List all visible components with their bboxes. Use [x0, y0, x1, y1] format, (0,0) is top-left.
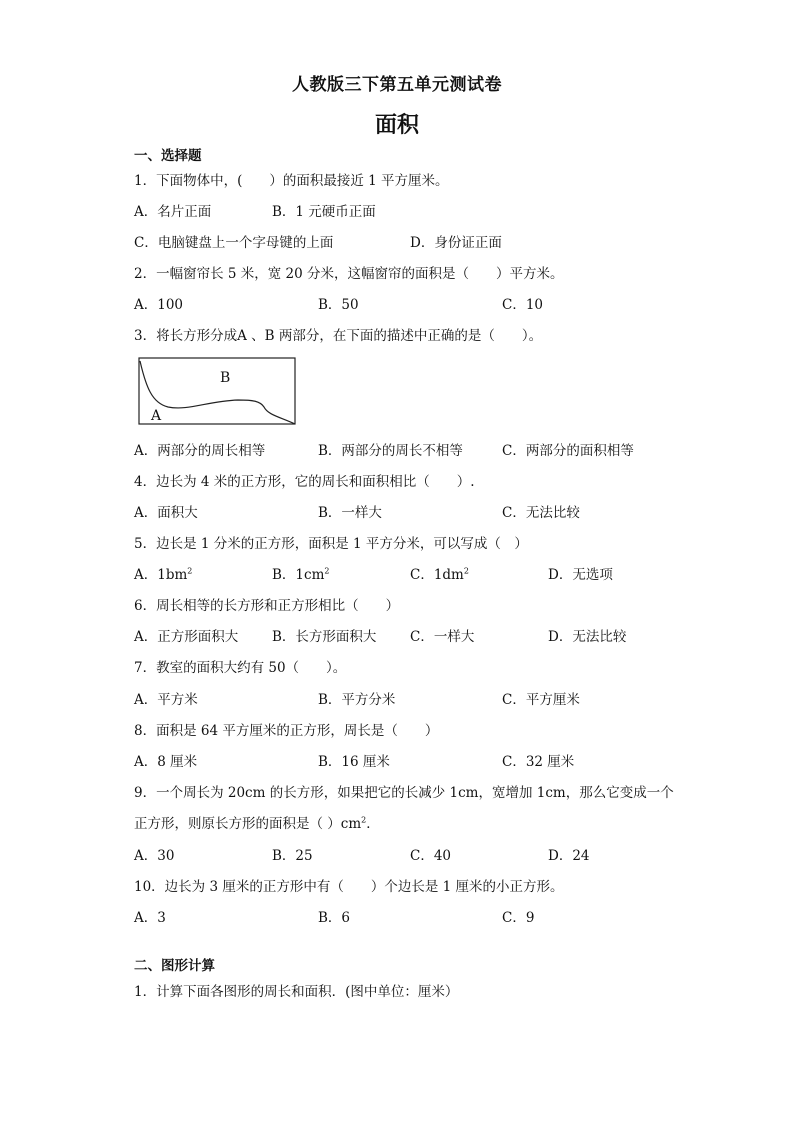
question-3-option-a: A．两部分的周长相等 — [134, 443, 266, 459]
question-10-stem: 10．边长为 3 厘米的正方形中有（ ）个边长是 1 厘米的小正方形。 — [134, 879, 564, 895]
question-3-stem: 3．将长方形分成A 、B 两部分，在下面的描述中正确的是（ ）。 — [134, 328, 543, 344]
question-7-option-b: B．平方分米 — [318, 692, 396, 708]
question-10-option-b: B．6 — [318, 910, 351, 926]
question-3-option-b: B．两部分的周长不相等 — [318, 443, 463, 459]
region-b-label: B — [220, 370, 231, 386]
section-heading-figure-calc: 二、图形计算 — [134, 958, 215, 974]
question-4-option-a: A．面积大 — [134, 505, 198, 521]
question-4-option-b: B．一样大 — [318, 505, 382, 521]
section2-question-1-stem: 1．计算下面各图形的周长和面积．(图中单位：厘米） — [134, 984, 459, 1000]
question-4-stem: 4．边长为 4 米的正方形，它的周长和面积相比（ ）. — [134, 474, 475, 490]
question-6-option-b: B．长方形面积大 — [272, 629, 377, 645]
question-9-option-d: D．24 — [548, 848, 590, 864]
question-1-option-a: A．名片正面 — [134, 204, 212, 220]
dividing-curve — [140, 361, 295, 424]
question-5-option-d: D．无选项 — [548, 567, 613, 583]
question-7-option-a: A．平方米 — [134, 692, 198, 708]
question-1-option-b: B．1 元硬币正面 — [272, 204, 376, 220]
question-1-option-d: D．身份证正面 — [410, 235, 502, 251]
question-10-option-c: C．9 — [502, 910, 535, 926]
section-heading-choice: 一、选择题 — [134, 148, 202, 164]
question-8-stem: 8．面积是 64 平方厘米的正方形，周长是（ ） — [134, 723, 439, 739]
question-8-option-a: A．8 厘米 — [134, 754, 198, 770]
question-7-stem: 7．教室的面积大约有 50（ ）。 — [134, 660, 347, 676]
question-9-option-b: B．25 — [272, 848, 313, 864]
question-6-option-c: C．一样大 — [410, 629, 475, 645]
exam-title: 人教版三下第五单元测试卷 — [292, 75, 502, 95]
question-5-option-a: A．$1bm^2$ — [134, 566, 193, 583]
question-1-stem: 1．下面物体中，( ）的面积最接近 1 平方厘米。 — [134, 173, 449, 189]
question-5-option-c: C．$1dm^2$ — [410, 566, 469, 583]
question-5-stem: 5．边长是 1 分米的正方形，面积是 1 平方分米，可以写成（ ） — [134, 536, 528, 552]
question-1-option-c: C．电脑键盘上一个字母键的上面 — [134, 235, 334, 251]
question-9-stem-continued: 正方形，则原长方形的面积是（ ）$cm^2$． — [134, 815, 380, 832]
question-6-option-d: D．无法比较 — [548, 629, 627, 645]
question-9-stem: 9．一个周长为 20cm 的长方形，如果把它的长减少 1cm，宽增加 1cm，那么它变成一个 — [134, 785, 674, 801]
question-9-option-c: C．40 — [410, 848, 452, 864]
question-5-option-b: B．$1cm^2$ — [272, 566, 330, 583]
question-10-option-a: A．3 — [134, 910, 166, 926]
question-6-stem: 6．周长相等的长方形和正方形相比（ ） — [134, 598, 400, 614]
question-8-option-b: B．16 厘米 — [318, 754, 390, 770]
question-8-option-c: C．32 厘米 — [502, 754, 575, 770]
question-6-option-a: A．正方形面积大 — [134, 629, 239, 645]
region-a-label: A — [151, 408, 162, 424]
exam-subtitle: 面积 — [374, 113, 419, 138]
question-4-option-c: C．无法比较 — [502, 505, 580, 521]
question-7-option-c: C．平方厘米 — [502, 692, 580, 708]
question-9-option-a: A．30 — [134, 848, 175, 864]
question-2-option-b: B．50 — [318, 297, 359, 313]
question-2-option-a: A．100 — [134, 297, 184, 313]
question-2-stem: 2．一幅窗帘长 5 米，宽 20 分米，这幅窗帘的面积是（ ）平方米。 — [134, 266, 564, 282]
question-3-option-c: C．两部分的面积相等 — [502, 443, 634, 459]
rectangle-split-figure — [138, 357, 298, 427]
question-2-option-c: C．10 — [502, 297, 544, 313]
